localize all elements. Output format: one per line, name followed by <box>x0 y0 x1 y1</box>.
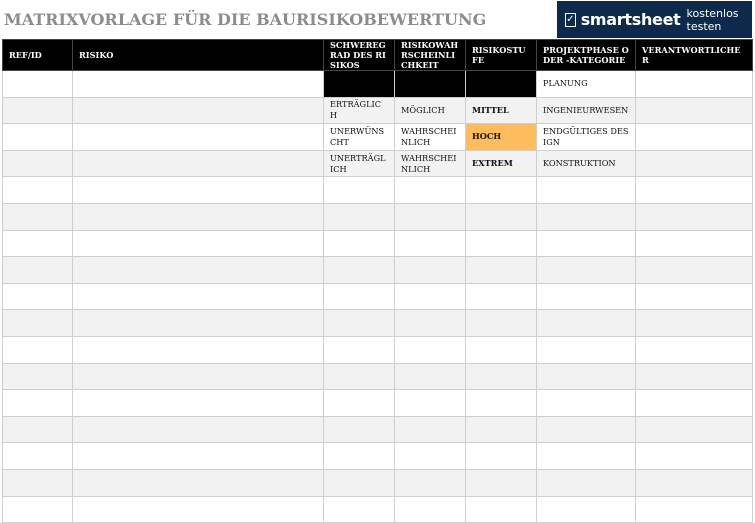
cell-risk[interactable] <box>73 416 324 443</box>
cell-phase[interactable] <box>537 469 636 496</box>
cell-phase[interactable]: ENDGÜLTIGES DESIGN <box>537 124 636 151</box>
cell-severity[interactable]: UNERWÜNSCHT <box>324 124 395 151</box>
cell-risk-level[interactable] <box>466 230 537 257</box>
cell-risk[interactable] <box>73 97 324 124</box>
table-row <box>3 469 753 496</box>
cell-risk-level[interactable] <box>466 443 537 470</box>
cell-owner[interactable] <box>636 97 753 124</box>
cell-ref[interactable] <box>3 283 73 310</box>
cell-ref[interactable] <box>3 124 73 151</box>
table-row <box>3 124 753 151</box>
cell-likelihood[interactable] <box>395 336 466 363</box>
cell-severity[interactable] <box>324 230 395 257</box>
table-row <box>3 177 753 204</box>
cell-severity[interactable] <box>324 443 395 470</box>
cell-ref[interactable] <box>3 469 73 496</box>
cell-ref[interactable] <box>3 97 73 124</box>
cell-likelihood[interactable] <box>395 257 466 284</box>
cell-severity[interactable] <box>324 390 395 417</box>
cell-likelihood[interactable] <box>395 416 466 443</box>
cell-likelihood[interactable]: WAHRSCHEINLICH <box>395 124 466 151</box>
col-header-owner: VERANTWORTLICHER <box>636 40 753 71</box>
cell-ref[interactable] <box>3 496 73 523</box>
table-row <box>3 336 753 363</box>
cell-ref[interactable] <box>3 443 73 470</box>
col-header-ref: REF/ID <box>3 40 73 71</box>
cell-risk[interactable] <box>73 283 324 310</box>
cell-ref[interactable] <box>3 71 73 98</box>
col-header-risk-level: RISIKOSTUFE <box>466 40 537 71</box>
cell-severity[interactable] <box>324 257 395 284</box>
cell-risk-level[interactable] <box>466 257 537 284</box>
cell-risk-level[interactable]: HOCH <box>466 124 537 151</box>
cell-owner[interactable] <box>636 336 753 363</box>
page-title: MATRIXVORLAGE FÜR DIE BAURISIKOBEWERTUNG <box>4 10 487 29</box>
col-header-risk: RISIKO <box>73 40 324 71</box>
cell-owner[interactable] <box>636 390 753 417</box>
cell-risk[interactable] <box>73 390 324 417</box>
table-row <box>3 416 753 443</box>
cell-ref[interactable] <box>3 150 73 177</box>
table-row <box>3 310 753 337</box>
cell-risk[interactable] <box>73 443 324 470</box>
col-header-phase: PROJEKTPHASE ODER -KATEGORIE <box>537 40 636 71</box>
cell-phase[interactable] <box>537 363 636 390</box>
cell-risk[interactable] <box>73 71 324 98</box>
header-row <box>3 40 753 71</box>
cell-likelihood[interactable] <box>395 203 466 230</box>
table-row <box>3 150 753 177</box>
cell-ref[interactable] <box>3 310 73 337</box>
cell-risk-level[interactable] <box>466 310 537 337</box>
cell-risk[interactable] <box>73 230 324 257</box>
table-row <box>3 203 753 230</box>
cell-ref[interactable] <box>3 177 73 204</box>
banner-brand: smartsheet <box>580 10 681 29</box>
cell-likelihood[interactable] <box>395 390 466 417</box>
cell-phase[interactable] <box>537 257 636 284</box>
cell-severity[interactable] <box>324 336 395 363</box>
col-header-likelihood: RISIKOWAHRSCHEINLICHKEIT <box>395 40 466 71</box>
checkmark-icon: ✓ <box>566 13 575 25</box>
cell-risk[interactable] <box>73 257 324 284</box>
cell-phase[interactable] <box>537 177 636 204</box>
cell-risk[interactable] <box>73 469 324 496</box>
table-row <box>3 230 753 257</box>
cell-severity[interactable] <box>324 310 395 337</box>
cell-severity[interactable]: UNERTRÄGLICH <box>324 150 395 177</box>
cell-phase[interactable] <box>537 283 636 310</box>
cell-risk-level[interactable] <box>466 336 537 363</box>
cell-ref[interactable] <box>3 390 73 417</box>
cell-owner[interactable] <box>636 230 753 257</box>
cell-severity[interactable] <box>324 203 395 230</box>
cell-ref[interactable] <box>3 416 73 443</box>
cell-phase[interactable] <box>537 416 636 443</box>
cell-severity[interactable] <box>324 496 395 523</box>
table-row <box>3 496 753 523</box>
cell-owner[interactable] <box>636 283 753 310</box>
table-row <box>3 71 753 98</box>
cell-phase[interactable]: PLANUNG <box>537 71 636 98</box>
cell-severity[interactable] <box>324 469 395 496</box>
cell-likelihood[interactable] <box>395 71 466 98</box>
cell-owner[interactable] <box>636 203 753 230</box>
cell-likelihood[interactable] <box>395 469 466 496</box>
cell-owner[interactable] <box>636 363 753 390</box>
banner-cta: kostenlos testen <box>686 6 739 33</box>
table-row <box>3 443 753 470</box>
cell-phase[interactable] <box>537 230 636 257</box>
cell-risk-level[interactable]: EXTREM <box>466 150 537 177</box>
cell-owner[interactable] <box>636 416 753 443</box>
cell-ref[interactable] <box>3 203 73 230</box>
cell-risk[interactable] <box>73 496 324 523</box>
cell-owner[interactable] <box>636 71 753 98</box>
cell-phase[interactable] <box>537 336 636 363</box>
cell-severity[interactable] <box>324 363 395 390</box>
col-header-severity: SCHWEREGRAD DES RISIKOS <box>324 40 395 71</box>
cell-phase[interactable]: INGENIEURWESEN <box>537 97 636 124</box>
cell-owner[interactable] <box>636 496 753 523</box>
cell-ref[interactable] <box>3 336 73 363</box>
cell-severity[interactable] <box>324 283 395 310</box>
cell-owner[interactable] <box>636 124 753 151</box>
cell-risk-level[interactable] <box>466 203 537 230</box>
cell-likelihood[interactable] <box>395 443 466 470</box>
table-row <box>3 97 753 124</box>
cell-risk[interactable] <box>73 310 324 337</box>
cell-severity[interactable] <box>324 416 395 443</box>
table-row <box>3 283 753 310</box>
cell-ref[interactable] <box>3 257 73 284</box>
cell-phase[interactable] <box>537 310 636 337</box>
cell-owner[interactable] <box>636 469 753 496</box>
cell-ref[interactable] <box>3 363 73 390</box>
cell-severity[interactable]: ERTRÄGLICH <box>324 97 395 124</box>
cell-phase[interactable] <box>537 203 636 230</box>
table-row <box>3 363 753 390</box>
cell-severity[interactable] <box>324 177 395 204</box>
cell-risk-level[interactable] <box>466 363 537 390</box>
table-row <box>3 257 753 284</box>
risk-matrix-table <box>2 39 753 523</box>
cell-phase[interactable]: KONSTRUKTION <box>537 150 636 177</box>
cell-phase[interactable] <box>537 496 636 523</box>
cell-risk[interactable] <box>73 203 324 230</box>
cell-risk-level[interactable] <box>466 469 537 496</box>
cell-risk[interactable] <box>73 150 324 177</box>
cell-risk-level[interactable] <box>466 71 537 98</box>
cell-owner[interactable] <box>636 443 753 470</box>
cell-risk[interactable] <box>73 177 324 204</box>
cell-likelihood[interactable]: MÖGLICH <box>395 97 466 124</box>
cell-risk-level[interactable] <box>466 390 537 417</box>
cell-ref[interactable] <box>3 230 73 257</box>
cell-risk-level[interactable]: MITTEL <box>466 97 537 124</box>
smartsheet-banner[interactable] <box>557 1 752 38</box>
cell-risk-level[interactable] <box>466 283 537 310</box>
cell-likelihood[interactable] <box>395 283 466 310</box>
cell-likelihood[interactable] <box>395 496 466 523</box>
cell-risk-level[interactable] <box>466 496 537 523</box>
cell-risk-level[interactable] <box>466 416 537 443</box>
cell-severity[interactable] <box>324 71 395 98</box>
table-row <box>3 390 753 417</box>
cell-risk[interactable] <box>73 124 324 151</box>
cell-owner[interactable] <box>636 177 753 204</box>
cell-risk[interactable] <box>73 336 324 363</box>
cell-likelihood[interactable] <box>395 230 466 257</box>
cell-likelihood[interactable] <box>395 310 466 337</box>
cell-likelihood[interactable] <box>395 177 466 204</box>
cell-risk[interactable] <box>73 363 324 390</box>
cell-likelihood[interactable] <box>395 363 466 390</box>
cell-owner[interactable] <box>636 310 753 337</box>
cell-phase[interactable] <box>537 443 636 470</box>
cell-owner[interactable] <box>636 150 753 177</box>
cell-phase[interactable] <box>537 390 636 417</box>
cell-owner[interactable] <box>636 257 753 284</box>
cell-risk-level[interactable] <box>466 177 537 204</box>
cell-likelihood[interactable]: WAHRSCHEINLICH <box>395 150 466 177</box>
